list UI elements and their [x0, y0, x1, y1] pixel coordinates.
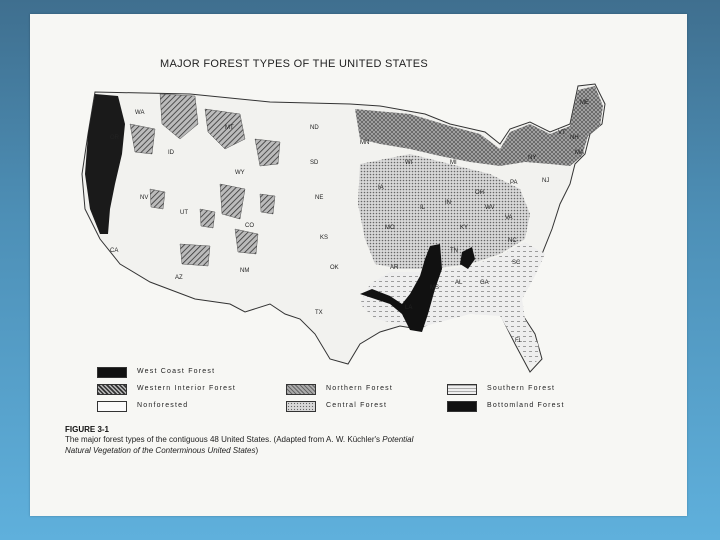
legend-label: Northern Forest	[326, 385, 394, 392]
svg-text:ND: ND	[310, 125, 319, 131]
svg-text:UT: UT	[180, 210, 188, 216]
svg-text:MS: MS	[430, 285, 439, 291]
legend-label: Western Interior Forest	[137, 385, 237, 392]
svg-text:IA: IA	[378, 185, 384, 191]
svg-text:MO: MO	[385, 225, 395, 231]
svg-text:AR: AR	[390, 265, 399, 271]
svg-text:NE: NE	[315, 195, 324, 201]
map-title: MAJOR FOREST TYPES OF THE UNITED STATES	[160, 58, 428, 70]
legend-swatch-bottomland	[447, 401, 477, 412]
svg-text:TX: TX	[315, 310, 323, 316]
svg-text:ID: ID	[168, 150, 174, 156]
caption-text: The major forest types of the contiguous 48 United States. (Adapted from A. W. Küchler's	[65, 435, 383, 444]
svg-text:WA: WA	[135, 110, 145, 116]
caption-italic-2: Natural Vegetation of the Conterminous United States	[65, 446, 256, 455]
svg-text:NH: NH	[570, 135, 579, 141]
svg-text:KY: KY	[460, 225, 469, 231]
svg-text:IL: IL	[420, 205, 426, 211]
legend-label: West Coast Forest	[137, 368, 216, 375]
svg-text:GA: GA	[480, 280, 489, 286]
svg-text:MT: MT	[225, 125, 234, 131]
svg-text:ME: ME	[580, 100, 589, 106]
figure-caption	[65, 434, 565, 456]
svg-text:NV: NV	[140, 195, 149, 201]
svg-text:VT: VT	[558, 130, 566, 136]
legend-swatch-southern	[447, 384, 477, 395]
legend-swatch-nonforested	[97, 401, 127, 412]
svg-text:OR: OR	[110, 135, 119, 141]
legend-label: Central Forest	[326, 402, 388, 409]
svg-text:AZ: AZ	[175, 275, 183, 281]
svg-text:OH: OH	[475, 190, 484, 196]
svg-text:PA: PA	[510, 180, 518, 186]
svg-text:OK: OK	[330, 265, 339, 271]
svg-text:WY: WY	[235, 170, 245, 176]
svg-text:WV: WV	[485, 205, 495, 211]
caption-italic-1: Potential	[382, 435, 414, 444]
svg-text:WI: WI	[405, 160, 413, 166]
svg-text:IN: IN	[445, 200, 451, 206]
svg-text:TN: TN	[450, 248, 458, 254]
legend-label: Southern Forest	[487, 385, 556, 392]
caption-end: )	[255, 446, 259, 455]
svg-text:MA: MA	[575, 150, 584, 156]
svg-text:NM: NM	[240, 268, 250, 274]
legend-swatch-west-coast	[97, 367, 127, 378]
svg-text:NC: NC	[508, 238, 517, 244]
legend-swatch-central	[286, 401, 316, 412]
legend-label: Nonforested	[137, 402, 189, 409]
svg-text:NJ: NJ	[542, 178, 550, 184]
svg-text:CA: CA	[110, 248, 119, 254]
legend-swatch-western-interior	[97, 384, 127, 395]
svg-text:AL: AL	[455, 280, 463, 286]
svg-text:NY: NY	[528, 155, 537, 161]
figure-label: FIGURE 3-1	[65, 425, 110, 434]
svg-text:FL: FL	[515, 338, 523, 344]
svg-text:CO: CO	[245, 223, 254, 229]
svg-text:VA: VA	[505, 215, 513, 221]
svg-text:MN: MN	[360, 140, 370, 146]
legend-label: Bottomland Forest	[487, 402, 565, 409]
svg-text:LA: LA	[405, 305, 413, 311]
svg-text:KS: KS	[320, 235, 329, 241]
svg-text:MI: MI	[450, 160, 457, 166]
svg-text:SC: SC	[512, 260, 521, 266]
svg-text:SD: SD	[310, 160, 319, 166]
legend-swatch-northern	[286, 384, 316, 395]
